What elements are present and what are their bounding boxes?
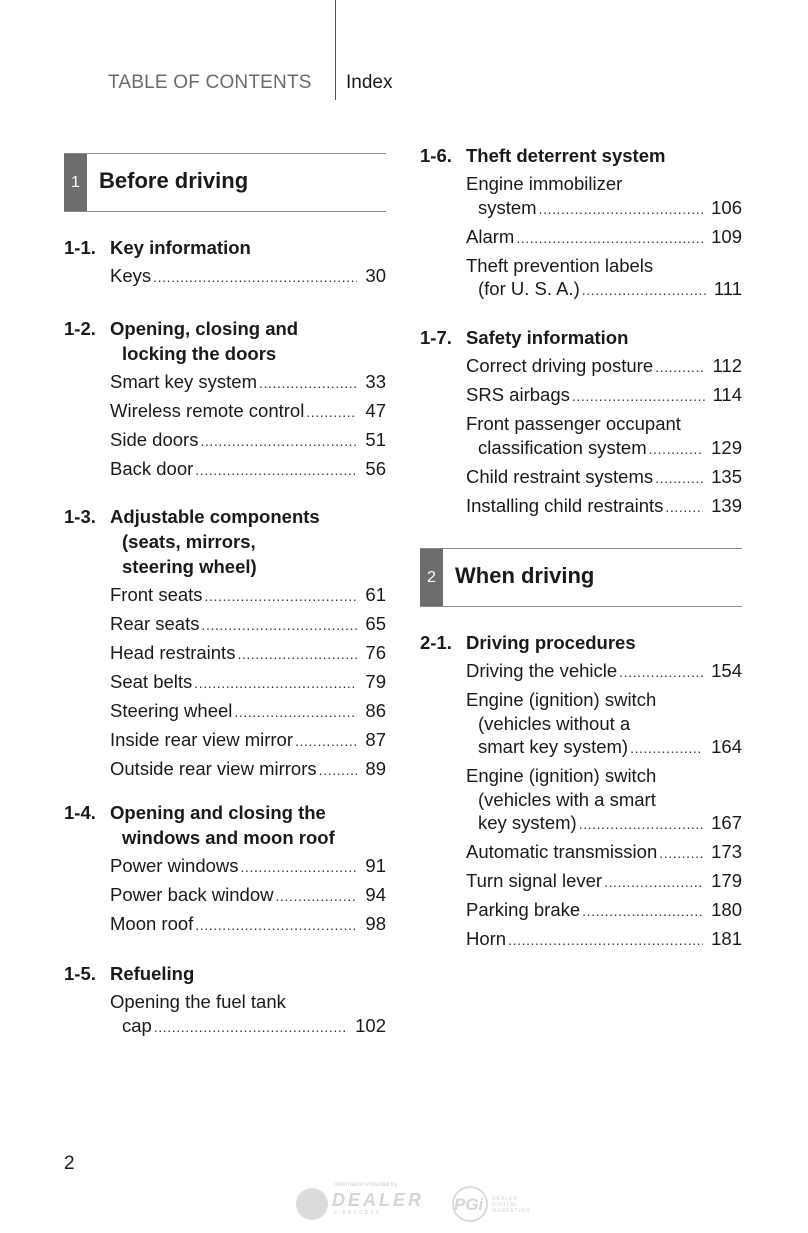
- dot-leader: [205, 583, 358, 609]
- dot-leader: [306, 399, 357, 425]
- entry-text: Turn signal lever: [466, 870, 603, 891]
- toc-entry[interactable]: [466, 764, 742, 837]
- dealer-logo-subtext: e-PROCESS: [334, 1210, 381, 1216]
- dot-leader: [604, 869, 703, 895]
- section-number: 1-5.: [64, 963, 96, 984]
- entry-text: Rear seats: [110, 613, 200, 634]
- toc-entry[interactable]: [110, 883, 386, 909]
- dot-leader: [516, 225, 703, 251]
- toc-entry-line: [110, 1014, 386, 1040]
- toc-entry-line: [466, 898, 742, 924]
- section-number: 1-7.: [420, 327, 452, 348]
- footer-info-text: Information Provided by: [334, 1182, 398, 1188]
- toc-entry-line: [110, 641, 386, 667]
- dot-leader: [319, 757, 358, 783]
- toc-entry[interactable]: [110, 612, 386, 638]
- entry-list: [420, 659, 742, 953]
- section-number: 2-1.: [420, 632, 452, 653]
- entry-page-number: 94: [365, 884, 386, 905]
- toc-entry[interactable]: [466, 659, 742, 685]
- entry-page-number: 47: [365, 400, 386, 421]
- section-title[interactable]: [110, 316, 386, 366]
- entry-text: Theft prevention labels: [466, 254, 654, 276]
- toc-entry-line: [466, 688, 742, 712]
- entry-list: [420, 354, 742, 519]
- section-title-line: Adjustable components: [110, 506, 320, 527]
- entry-text: Back door: [110, 458, 194, 479]
- section-heading: [64, 316, 386, 366]
- entry-page-number: 111: [713, 278, 742, 299]
- section-title-line: Refueling: [110, 963, 195, 984]
- entry-page-number: 30: [365, 265, 386, 286]
- dot-leader: [154, 1014, 347, 1040]
- entry-text: Inside rear view mirror: [110, 729, 293, 750]
- section-title-line: Key information: [110, 237, 251, 258]
- section-title-line: Safety information: [466, 327, 629, 348]
- section-title-line: (seats, mirrors,: [122, 531, 256, 552]
- dot-leader: [539, 196, 704, 222]
- page-number: 2: [64, 1153, 75, 1174]
- toc-entry-line: [110, 457, 386, 483]
- entry-text: Smart key system: [110, 371, 257, 392]
- chapter-number: 1: [64, 154, 87, 211]
- entry-text: Wireless remote control: [110, 400, 305, 421]
- entry-page-number: 109: [711, 225, 742, 247]
- dot-leader: [655, 354, 704, 380]
- dot-leader: [241, 854, 358, 880]
- section-heading: [420, 630, 742, 655]
- entry-page-number: 106: [711, 196, 742, 218]
- entry-page-number: 181: [711, 928, 742, 949]
- entry-page-number: 86: [365, 700, 386, 721]
- entry-text: (vehicles with a smart: [478, 788, 656, 810]
- entry-text: key system): [478, 812, 577, 833]
- toc-entry[interactable]: [466, 869, 742, 895]
- chapter-title[interactable]: Before driving: [99, 168, 249, 193]
- entry-text: Keys: [110, 265, 152, 286]
- toc-entry[interactable]: [110, 370, 386, 396]
- dot-leader: [582, 898, 703, 924]
- toc-entry-line: [466, 840, 742, 866]
- entry-text: (vehicles without a: [478, 712, 631, 734]
- toc-entry-line: [110, 990, 386, 1014]
- toc-entry[interactable]: [110, 990, 386, 1039]
- toc-entry-line: [466, 869, 742, 895]
- entry-list: [420, 172, 742, 303]
- toc-entry[interactable]: [110, 757, 386, 783]
- section-title[interactable]: [110, 800, 386, 850]
- entry-text: Power windows: [110, 855, 239, 876]
- toc-entry[interactable]: [466, 840, 742, 866]
- section-1-6: [420, 143, 742, 306]
- section-number: 1-1.: [64, 237, 96, 258]
- header-toc-label: TABLE OF CONTENTS: [108, 72, 312, 93]
- toc-entry[interactable]: [466, 225, 742, 251]
- entry-page-number: 112: [712, 355, 742, 376]
- toc-entry[interactable]: [110, 264, 386, 290]
- toc-entry-line: [466, 712, 742, 736]
- entry-text: Horn: [466, 928, 507, 949]
- toc-entry-line: [110, 912, 386, 938]
- entry-page-number: 89: [365, 758, 386, 779]
- toc-entry-line: [110, 428, 386, 454]
- dot-leader: [508, 927, 703, 953]
- entry-page-number: 76: [365, 642, 386, 663]
- entry-text: (for U. S. A.): [478, 278, 580, 299]
- entry-text: Opening the fuel tank: [110, 991, 286, 1012]
- toc-entry-line: [466, 735, 742, 761]
- section-heading: [64, 961, 386, 986]
- entry-text: Parking brake: [466, 899, 581, 920]
- toc-entry-line: [110, 370, 386, 396]
- entry-text: Installing child restraints: [466, 494, 664, 516]
- toc-entry[interactable]: [466, 688, 742, 761]
- header-divider: [335, 0, 336, 100]
- toc-entry-line: [466, 254, 742, 278]
- toc-entry-line: [466, 436, 742, 462]
- entry-page-number: 129: [711, 436, 742, 458]
- dot-leader: [200, 428, 357, 454]
- toc-entry-line: [110, 699, 386, 725]
- entry-page-number: 180: [711, 899, 742, 920]
- toc-entry-line: [110, 883, 386, 909]
- entry-text: Engine immobilizer: [466, 173, 623, 194]
- dot-leader: [195, 457, 357, 483]
- section-heading: [420, 143, 742, 168]
- toc-entry[interactable]: [466, 412, 742, 461]
- dot-leader: [572, 383, 705, 409]
- toc-entry-line: [466, 465, 742, 491]
- toc-entry[interactable]: [466, 898, 742, 924]
- chapter-1-header: [64, 153, 386, 212]
- toc-entry[interactable]: [110, 457, 386, 483]
- toc-entry-line: [110, 670, 386, 696]
- entry-text: Driving the vehicle: [466, 660, 618, 681]
- entry-page-number: 61: [365, 584, 386, 605]
- entry-page-number: 91: [365, 855, 386, 876]
- entry-text: SRS airbags: [466, 384, 570, 405]
- entry-page-number: 87: [365, 729, 386, 750]
- entry-text: smart key system): [478, 736, 629, 757]
- section-number: 1-3.: [64, 506, 96, 527]
- toc-entry[interactable]: [466, 354, 742, 380]
- entry-list: [64, 264, 386, 290]
- entry-text: system: [478, 196, 537, 218]
- dot-leader: [665, 494, 703, 520]
- section-1-3: [64, 504, 386, 786]
- toc-entry-line: [110, 399, 386, 425]
- dot-leader: [153, 264, 357, 290]
- entry-text: Side doors: [110, 429, 199, 450]
- entry-page-number: 51: [365, 429, 386, 450]
- toc-entry[interactable]: [110, 583, 386, 609]
- entry-text: Head restraints: [110, 642, 236, 663]
- entry-page-number: 65: [365, 613, 386, 634]
- toc-entry-line: [466, 927, 742, 953]
- dealer-logo-icon: [296, 1188, 328, 1220]
- section-title[interactable]: [466, 630, 742, 655]
- entry-text: Correct driving posture: [466, 355, 654, 376]
- section-title[interactable]: [110, 235, 386, 260]
- dot-leader: [582, 277, 706, 303]
- entry-page-number: 102: [355, 1014, 386, 1036]
- entry-list: [64, 990, 386, 1039]
- section-heading: [420, 325, 742, 350]
- toc-entry-line: [110, 728, 386, 754]
- dot-leader: [234, 699, 357, 725]
- toc-entry-line: [466, 764, 742, 788]
- section-number: 1-2.: [64, 318, 96, 339]
- entry-text: Front seats: [110, 584, 203, 605]
- entry-text: Power back window: [110, 884, 274, 905]
- toc-entry-line: [466, 494, 742, 520]
- entry-text: Front passenger occupant: [466, 413, 681, 434]
- footer-watermark: [296, 1180, 546, 1224]
- dot-leader: [201, 612, 357, 638]
- section-title-line: Opening, closing and: [110, 318, 299, 339]
- entry-text: classification system: [478, 436, 647, 458]
- toc-entry-line: [466, 788, 742, 812]
- dot-leader: [237, 641, 357, 667]
- toc-entry[interactable]: [466, 494, 742, 520]
- toc-entry-line: [110, 583, 386, 609]
- section-1-2: [64, 316, 386, 486]
- section-1-4: [64, 800, 386, 941]
- entry-text: Engine (ignition) switch: [466, 689, 657, 710]
- section-title-line: locking the doors: [122, 343, 277, 364]
- toc-entry-line: [110, 757, 386, 783]
- section-title[interactable]: [466, 143, 742, 168]
- entry-page-number: 164: [711, 736, 742, 757]
- dealer-logo-text: DEALER: [332, 1190, 425, 1210]
- toc-entry-line: [466, 412, 742, 436]
- section-2-1: [420, 630, 742, 956]
- toc-entry-line: [466, 277, 742, 303]
- entry-page-number: 167: [711, 812, 742, 833]
- dot-leader: [194, 670, 357, 696]
- dot-leader: [579, 811, 703, 837]
- entry-page-number: 154: [711, 660, 742, 681]
- toc-entry[interactable]: [110, 728, 386, 754]
- pgi-logo-subtext: DEALER DIGITAL MARKETING: [492, 1196, 531, 1214]
- toc-entry-line: [466, 811, 742, 837]
- section-title-line: steering wheel): [122, 556, 257, 577]
- chapter-2-header: [420, 548, 742, 607]
- section-title[interactable]: [110, 961, 386, 986]
- entry-page-number: 56: [365, 458, 386, 479]
- section-1-1: [64, 235, 386, 293]
- toc-entry-line: [466, 225, 742, 251]
- entry-text: Outside rear view mirrors: [110, 758, 317, 779]
- section-title-line: windows and moon roof: [122, 827, 335, 848]
- section-heading: [64, 800, 386, 850]
- header-index-link[interactable]: Index: [346, 72, 393, 93]
- chapter-title[interactable]: When driving: [455, 563, 595, 588]
- section-title[interactable]: [110, 504, 386, 579]
- entry-page-number: 114: [712, 384, 742, 405]
- section-title-line: Theft deterrent system: [466, 145, 666, 166]
- entry-text: Automatic transmission: [466, 841, 658, 862]
- dot-leader: [649, 436, 704, 462]
- entry-text: Child restraint systems: [466, 465, 654, 487]
- dot-leader: [259, 370, 357, 396]
- dot-leader: [630, 735, 703, 761]
- entry-page-number: 179: [711, 870, 742, 891]
- entry-text: Moon roof: [110, 913, 194, 934]
- entry-list: [64, 370, 386, 483]
- section-1-5: [64, 961, 386, 1043]
- entry-page-number: 98: [365, 913, 386, 934]
- section-number: 1-6.: [420, 145, 452, 166]
- entry-page-number: 79: [365, 671, 386, 692]
- chapter-number: 2: [420, 549, 443, 606]
- entry-list: [64, 583, 386, 783]
- toc-entry[interactable]: [110, 854, 386, 880]
- entry-text: Alarm: [466, 225, 515, 247]
- toc-entry-line: [110, 854, 386, 880]
- entry-text: cap: [122, 1014, 152, 1036]
- toc-entry-line: [110, 264, 386, 290]
- toc-entry[interactable]: [110, 428, 386, 454]
- section-heading: [64, 235, 386, 260]
- dot-leader: [619, 659, 703, 685]
- toc-entry-line: [110, 612, 386, 638]
- toc-entry-line: [466, 172, 742, 196]
- toc-entry-line: [466, 354, 742, 380]
- toc-entry[interactable]: [110, 670, 386, 696]
- dot-leader: [659, 840, 703, 866]
- toc-entry[interactable]: [466, 383, 742, 409]
- section-title-line: Opening and closing the: [110, 802, 326, 823]
- toc-entry[interactable]: [466, 172, 742, 221]
- section-number: 1-4.: [64, 802, 96, 823]
- entry-text: Seat belts: [110, 671, 193, 692]
- toc-entry[interactable]: [110, 399, 386, 425]
- toc-entry[interactable]: [466, 465, 742, 491]
- section-heading: [64, 504, 386, 579]
- toc-entry-line: [466, 383, 742, 409]
- dot-leader: [655, 465, 703, 491]
- toc-entry[interactable]: [110, 912, 386, 938]
- pgi-logo-text: PGi: [454, 1195, 484, 1214]
- entry-text: Steering wheel: [110, 700, 233, 721]
- toc-entry-line: [466, 196, 742, 222]
- entry-page-number: 33: [365, 371, 386, 392]
- entry-page-number: 139: [711, 494, 742, 516]
- entry-page-number: 135: [711, 465, 742, 487]
- dot-leader: [295, 728, 357, 754]
- toc-entry[interactable]: [466, 927, 742, 953]
- toc-entry[interactable]: [466, 254, 742, 303]
- toc-entry[interactable]: [110, 641, 386, 667]
- toc-entry[interactable]: [110, 699, 386, 725]
- dot-leader: [276, 883, 358, 909]
- toc-entry-line: [466, 659, 742, 685]
- section-1-7: [420, 325, 742, 523]
- section-title[interactable]: [466, 325, 742, 350]
- entry-page-number: 173: [711, 841, 742, 862]
- section-title-line: Driving procedures: [466, 632, 636, 653]
- entry-text: Engine (ignition) switch: [466, 765, 657, 786]
- dot-leader: [195, 912, 357, 938]
- entry-list: [64, 854, 386, 938]
